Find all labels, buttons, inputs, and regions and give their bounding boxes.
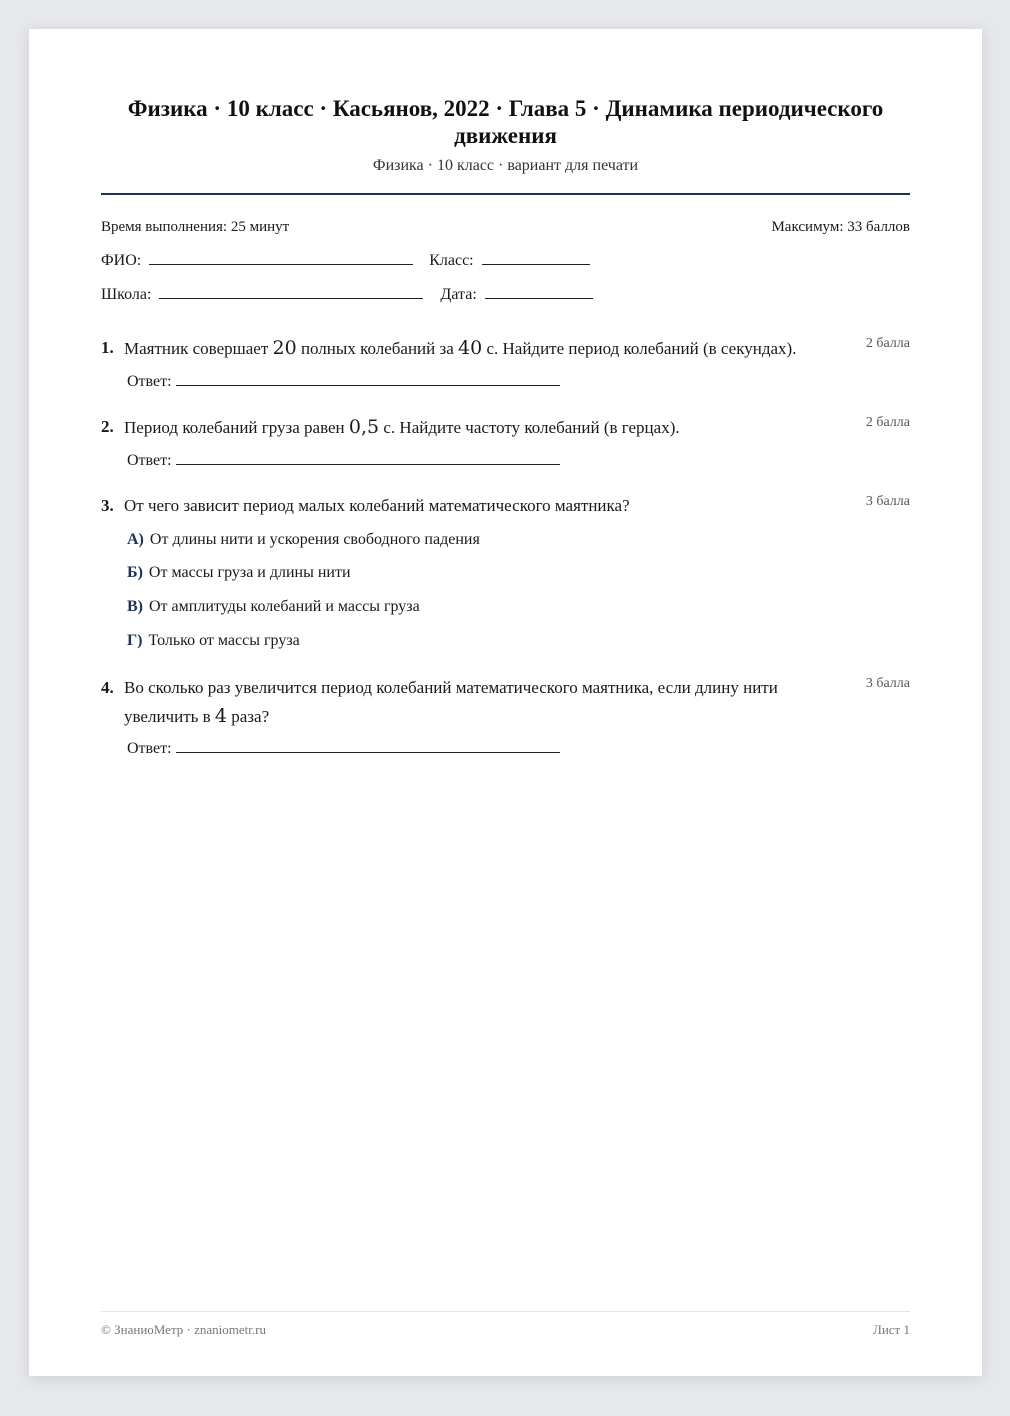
- answer-row-2: [127, 452, 560, 470]
- date-field[interactable]: [485, 297, 593, 299]
- option-text: От длины нити и ускорения свободного падения: [149, 531, 480, 548]
- page-number: Лист 1: [873, 1322, 910, 1337]
- page-title: Физика · 10 класс · Касьянов, 2022 · Глава 5 · Динамика периодического движения: [127, 96, 884, 148]
- class-field[interactable]: [482, 263, 590, 265]
- school-label: Школа:: [101, 286, 152, 303]
- school-field[interactable]: [159, 297, 423, 299]
- option-v[interactable]: [127, 598, 420, 616]
- option-text: От амплитуды колебаний и массы груза: [149, 598, 420, 615]
- answer-row-4: [127, 740, 560, 758]
- question-points: 2 балла: [865, 336, 910, 351]
- question-4: [101, 674, 910, 731]
- fio-label: ФИО:: [101, 252, 142, 269]
- option-letter: Г): [127, 632, 143, 649]
- answer-row-1: [127, 373, 560, 391]
- question-2: [101, 413, 910, 442]
- field-row-school-date: [101, 286, 593, 304]
- answer-field[interactable]: [176, 751, 560, 753]
- question-points: 2 балла: [865, 415, 910, 430]
- option-letter: Б): [127, 564, 143, 581]
- question-number: 4.: [101, 678, 114, 697]
- header-divider: [101, 193, 910, 195]
- option-b[interactable]: [127, 564, 351, 582]
- question-number: 3.: [101, 496, 114, 515]
- option-text: От массы груза и длины нити: [148, 564, 351, 581]
- field-row-fio-class: [101, 252, 590, 270]
- footer-copyright: © ЗнаниоМетр · znaniometr.ru: [101, 1322, 266, 1337]
- answer-field[interactable]: [176, 463, 560, 465]
- question-text: От чего зависит период малых колебаний математического маятника?: [124, 496, 630, 515]
- option-a[interactable]: [127, 531, 480, 549]
- answer-label: Ответ:: [127, 373, 172, 390]
- date-label: Дата:: [440, 286, 477, 303]
- option-letter: В): [127, 598, 143, 615]
- question-points: 3 балла: [865, 494, 910, 509]
- option-letter: А): [127, 531, 144, 548]
- question-number: 1.: [101, 338, 114, 357]
- answer-field[interactable]: [176, 384, 560, 386]
- question-text: Маятник совершает 20 полных колебаний за 40 с. Найдите период колебаний (в секундах).: [124, 337, 797, 359]
- max-score: Максимум: 33 баллов: [771, 219, 910, 235]
- option-text: Только от массы груза: [148, 632, 300, 649]
- time-limit: Время выполнения: 25 минут: [101, 219, 290, 235]
- worksheet-page: [29, 29, 982, 1376]
- answer-label: Ответ:: [127, 452, 172, 469]
- footer-divider: [101, 1311, 910, 1312]
- question-3: [101, 492, 910, 520]
- question-text: Во сколько раз увеличится период колебаний математического маятника, если длину нити увеличить в 4 раза?: [124, 678, 778, 727]
- question-1: [101, 334, 910, 363]
- answer-label: Ответ:: [127, 740, 172, 757]
- page-subtitle: Физика · 10 класс · вариант для печати: [372, 157, 639, 174]
- question-text: Период колебаний груза равен 0,5 с. Найдите частоту колебаний (в герцах).: [124, 416, 680, 438]
- option-g[interactable]: [127, 632, 300, 650]
- question-points: 3 балла: [865, 676, 910, 691]
- class-label: Класс:: [429, 252, 474, 269]
- question-number: 2.: [101, 417, 114, 436]
- fio-field[interactable]: [149, 263, 413, 265]
